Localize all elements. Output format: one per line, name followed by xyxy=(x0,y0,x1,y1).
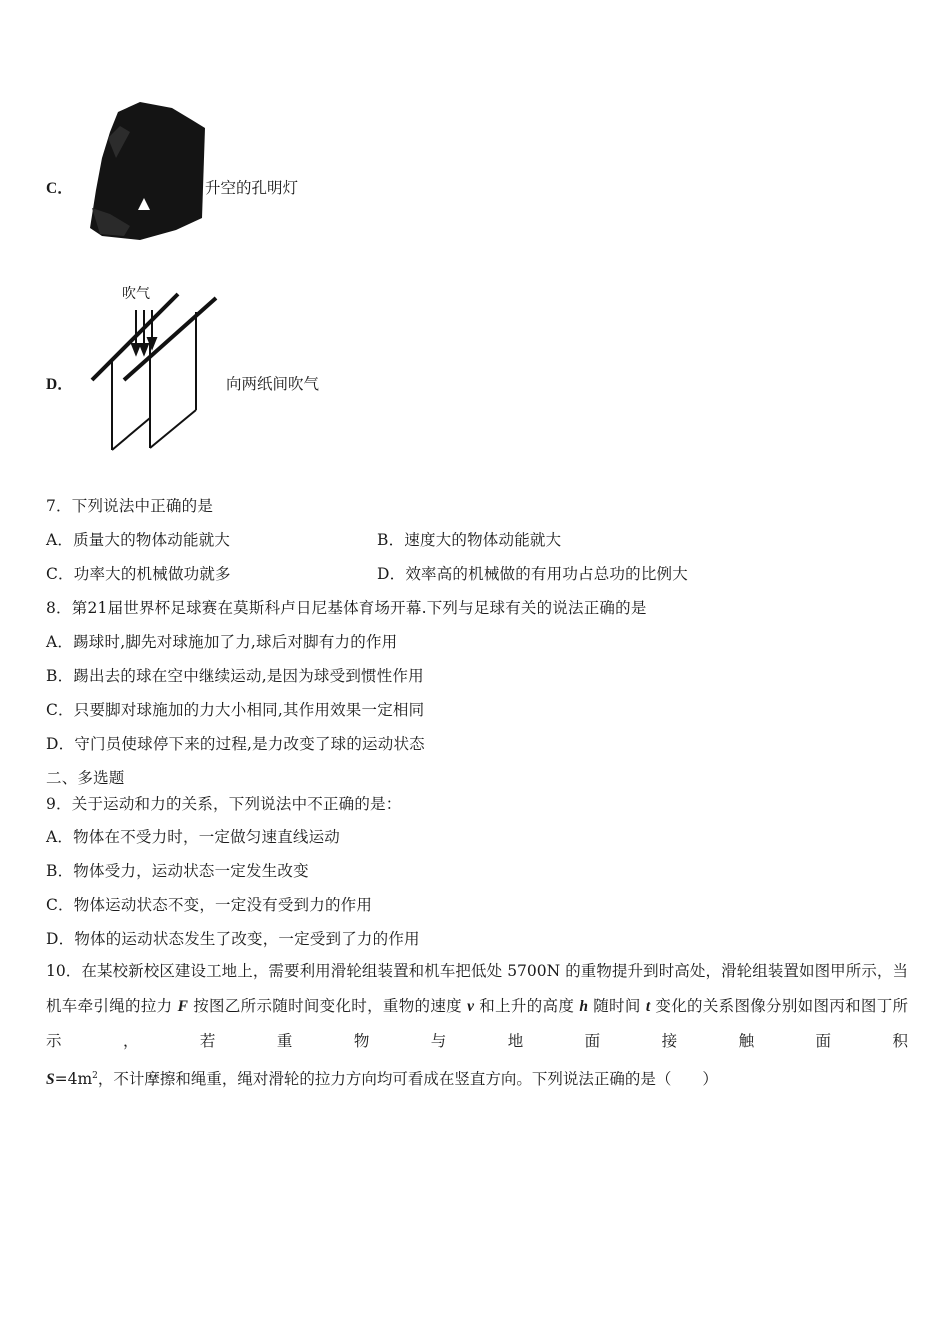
q10-var-v: v xyxy=(467,998,475,1015)
q8-option-d: D．守门员使球停下来的过程,是力改变了球的运动状态 xyxy=(46,735,425,753)
q10-text-6: =4m xyxy=(54,1070,93,1089)
arrow-down-icon xyxy=(132,310,156,354)
q7-option-c: C．功率大的机械做功就多 xyxy=(46,565,231,583)
q9-option-a: A．物体在不受力时，一定做匀速直线运动 xyxy=(46,828,340,846)
option-d-caption: 向两纸间吹气 xyxy=(226,375,320,393)
q8-option-b: B．踢出去的球在空中继续运动,是因为球受到惯性作用 xyxy=(46,667,424,685)
q10-paragraph xyxy=(46,954,908,1097)
q9-option-c: C．物体运动状态不变，一定没有受到力的作用 xyxy=(46,896,373,914)
q7-option-a: A．质量大的物体动能就大 xyxy=(46,531,231,549)
q10-var-h: h xyxy=(579,998,588,1015)
q10-text-2: 按图乙所示随时间变化时，重物的速度 xyxy=(188,997,468,1015)
q10-text-4: 随时间 xyxy=(587,997,646,1015)
paper-blowing-diagram xyxy=(88,282,228,457)
q7-option-b: B．速度大的物体动能就大 xyxy=(377,531,562,549)
q10-var-t: t xyxy=(645,998,651,1015)
q10-superscript: 2 xyxy=(92,1071,98,1081)
q7-stem: 7．下列说法中正确的是 xyxy=(46,497,214,515)
blow-air-text: 吹气 xyxy=(122,286,150,302)
q8-option-c: C．只要脚对球施加的力大小相同,其作用效果一定相同 xyxy=(46,701,425,719)
q10-text-1: 10．在某校新校区建设工地上，需要利用滑轮组装置和机车把低处 5700N 的重物提升到时高处，滑轮组装置如图甲所示，当机车牵引绳的拉力 xyxy=(46,962,908,1015)
q8-option-a: A．踢球时,脚先对球施加了力,球后对脚有力的作用 xyxy=(46,633,398,651)
q10-text-3: 和上升的高度 xyxy=(474,997,580,1015)
q10-var-f: F xyxy=(177,998,189,1015)
q9-option-d: D．物体的运动状态发生了改变，一定受到了力的作用 xyxy=(46,930,420,948)
q10-text-7: ，不计摩擦和绳重，绳对滑轮的拉力方向均可看成在竖直方向。下列说法正确的是（ ） xyxy=(97,1070,718,1089)
q10-var-s: S xyxy=(46,1071,55,1089)
q10-text-5: 变化的关系图像分别如图丙和图丁所示，若重物与地面接触面积 xyxy=(46,997,908,1050)
section-heading: 二、多选题 xyxy=(46,769,125,787)
q7-option-d: D．效率高的机械做的有用功占总功的比例大 xyxy=(377,565,688,583)
option-c-caption: 升空的孔明灯 xyxy=(205,179,299,197)
kongming-lantern-image xyxy=(80,98,210,243)
q9-option-b: B．物体受力，运动状态一定发生改变 xyxy=(46,862,309,880)
option-c-label: C． xyxy=(46,180,73,197)
q8-stem: 8．第21届世界杯足球赛在莫斯科卢日尼基体育场开幕.下列与足球有关的说法正确的是 xyxy=(46,599,647,617)
q9-stem: 9．关于运动和力的关系，下列说法中不正确的是： xyxy=(46,795,402,813)
option-d-label: D． xyxy=(46,376,73,393)
